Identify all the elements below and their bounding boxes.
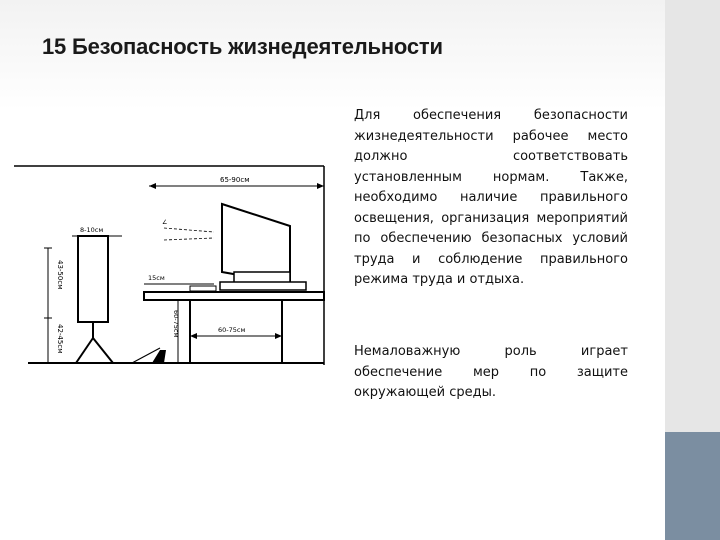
label-knee-space: 60-75см xyxy=(218,326,246,334)
workplace-diagram xyxy=(14,160,332,372)
paragraph-safety-norms: Для обеспечения безопасности жизнедеятельности рабочее место должно соответствовать установленным нормам. Также, необходимо наличие правильного освещения, организация мероприятий по обеспечению безопасных условий труда и соблюдение правильного режима труда и отдыха. xyxy=(354,108,628,287)
label-distance-top: 65-90см xyxy=(220,176,250,184)
workplace-diagram-svg xyxy=(14,160,332,372)
computer-case xyxy=(220,282,306,290)
label-eye-to-keyboard: 15см xyxy=(148,274,165,282)
person-body xyxy=(78,236,108,322)
label-desk-height: 60-75см xyxy=(172,310,180,338)
paragraph-environment: Немаловажную роль играет обеспечение мер по защите окружающей среды. xyxy=(354,344,628,400)
side-accent-block xyxy=(665,432,720,540)
label-angle: ∠ xyxy=(162,219,168,226)
side-decorative-strip xyxy=(665,0,720,432)
keyboard xyxy=(190,286,216,291)
arrow-head-icon xyxy=(190,333,197,339)
arrow-head-icon xyxy=(275,333,282,339)
label-distance-head: 8-10см xyxy=(80,226,104,234)
desk-top xyxy=(144,292,324,300)
arrow-head-icon xyxy=(317,183,324,189)
person-leg-right xyxy=(93,338,113,363)
sight-line xyxy=(164,228,214,232)
slide-title: 15 Безопасность жизнедеятельности xyxy=(42,34,443,59)
label-floor-to-seat: 42-45см xyxy=(56,324,64,354)
sight-line xyxy=(164,238,214,240)
person-leg-left xyxy=(76,338,93,363)
footrest xyxy=(152,350,166,363)
arrow-head-icon xyxy=(149,183,156,189)
label-chair-height: 43-50см xyxy=(56,260,64,290)
